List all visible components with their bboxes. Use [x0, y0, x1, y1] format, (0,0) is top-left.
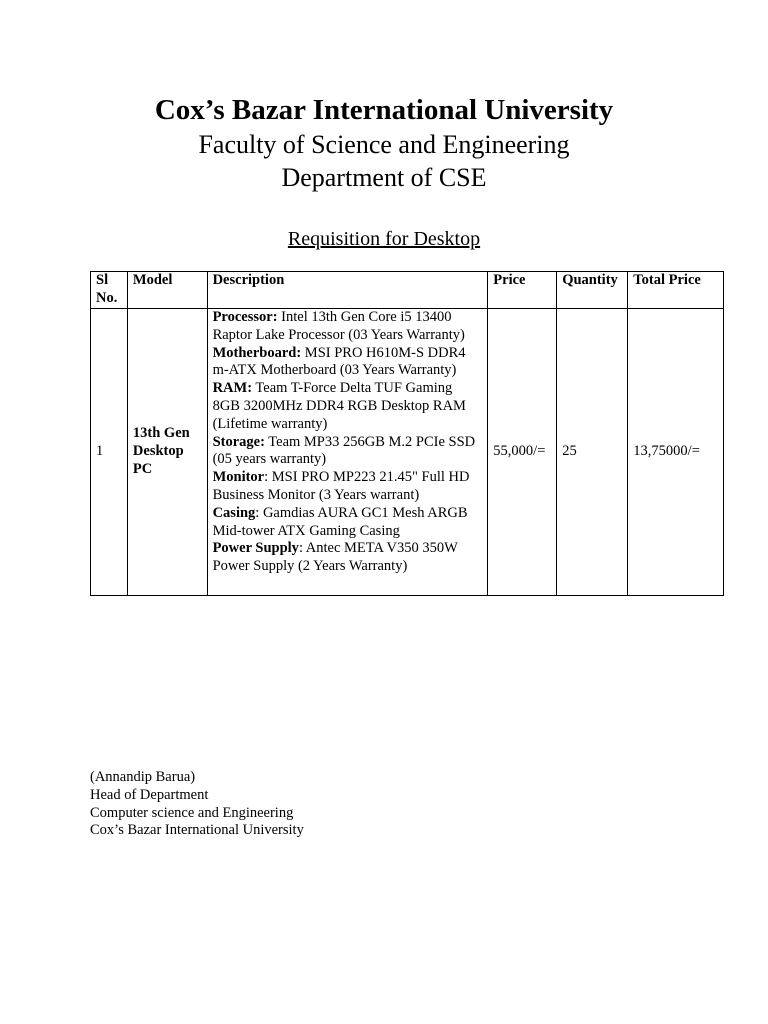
spec-text: : Gamdias AURA GC1 Mesh ARGB Mid-tower ATX Gaming Casing	[212, 504, 468, 539]
signatory-title: Head of Department	[90, 786, 209, 803]
spec-monitor	[213, 469, 483, 505]
spec-casing	[213, 505, 483, 541]
signatory-name: (Annandip Barua)	[90, 769, 196, 785]
spec-text: Team T-Force Delta TUF Gaming 8GB 3200MHz DDR4 RGB Desktop RAM (Lifetime warranty)	[212, 380, 466, 432]
spec-text: Intel 13th Gen Core i5 13400 Raptor Lake Processor (03 Years Warranty)	[212, 309, 465, 343]
cell-model: 13th Gen Desktop PC	[127, 309, 207, 596]
document-subject: Requisition for Desktop	[287, 228, 481, 250]
header-model: Model	[127, 272, 207, 309]
spec-power-supply	[213, 540, 483, 576]
header-description: Description	[207, 272, 488, 309]
spec-processor	[213, 309, 483, 345]
requisition-table	[90, 271, 724, 596]
spec-text: : MSI PRO MP223 21.45" Full HD Business Monitor (3 Years warrant)	[212, 469, 470, 503]
spec-text: MSI PRO H610M-S DDR4 m-ATX Motherboard (03 Years Warranty)	[212, 344, 466, 379]
table-row	[91, 309, 724, 596]
university-title: Cox’s Bazar International University	[154, 94, 614, 126]
signature-block	[90, 769, 304, 840]
spec-storage	[213, 434, 483, 452]
spec-text: Team MP33 256GB M.2 PCIe SSD	[264, 433, 476, 450]
spec-label: Monitor	[212, 469, 265, 486]
header-sl-no: Sl No.	[91, 272, 128, 309]
header-total-price: Total Price	[628, 272, 724, 309]
spec-label: Casing	[212, 504, 256, 521]
spec-label: Storage:	[212, 433, 265, 450]
spec-text: : Antec META V350 350W Power Supply (2 Years Warranty)	[212, 540, 458, 575]
spec-ram	[213, 380, 483, 433]
spec-label: Processor:	[212, 309, 278, 325]
cell-sl-no: 1	[91, 309, 128, 596]
cell-total-price: 13,75000/=	[628, 309, 724, 596]
spec-label: Motherboard:	[212, 344, 302, 361]
spec-text: (05 years warranty)	[212, 451, 327, 468]
signatory-organization: Cox’s Bazar International University	[90, 822, 304, 839]
cell-description	[207, 309, 488, 596]
cell-quantity: 25	[557, 309, 628, 596]
header-price: Price	[488, 272, 557, 309]
table-header-row	[91, 272, 724, 309]
cell-price: 55,000/=	[488, 309, 557, 596]
spec-label: RAM:	[212, 380, 253, 397]
spec-storage-warranty	[213, 451, 483, 469]
spec-motherboard	[213, 345, 483, 381]
spec-label: Power Supply	[212, 540, 299, 557]
header-quantity: Quantity	[557, 272, 628, 309]
department-title: Department of CSE	[281, 163, 487, 192]
signatory-department: Computer science and Engineering	[90, 804, 294, 821]
faculty-title: Faculty of Science and Engineering	[198, 130, 570, 159]
